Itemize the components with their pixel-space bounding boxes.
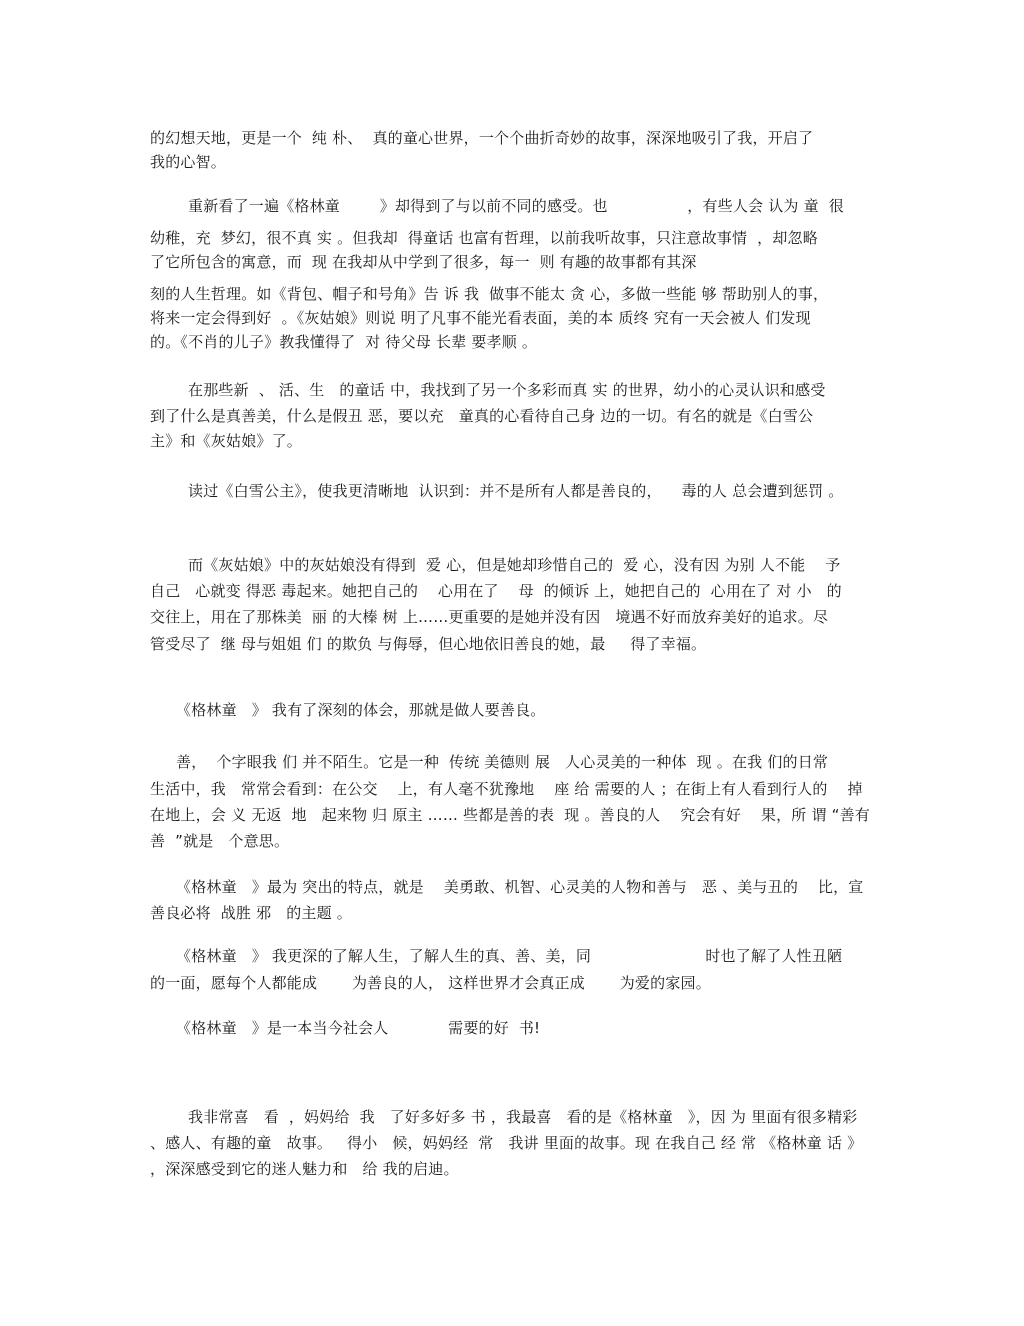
text-line: 善良必将 战胜 邪 的主题 。 xyxy=(150,904,352,922)
text-line: 到了什么是真善美，什么是假丑 恶，要以充 童真的心看待自己身 边的一切。有名的就是《白雪公 xyxy=(150,407,814,425)
text-line: 《格林童 》 我有了深刻的体会，那就是做人要善良。 xyxy=(176,701,546,719)
text-line: 幼稚，充 梦幻，很不真 实 。但我却 得童话 也富有哲理，以前我听故事，只注意故事情 ，却忽略 xyxy=(150,229,818,247)
text-line: 在地上，会 义 无返 地 起来物 归 原主 …… 些都是善的表 现 。善良的人 究会有好 果，所 谓 “善有 xyxy=(150,806,871,824)
text-line: 我的心智。 xyxy=(150,153,227,171)
text-line: 《格林童 》 我更深的了解人生，了解人生的真、善、美，同 时也了解了人性丑陋 xyxy=(176,947,843,965)
text-line: 的一面，愿每个人都能成 为善良的人， 这样世界才会真正成 为爱的家园。 xyxy=(150,974,711,992)
text-line: 善 ”就是 个意思。 xyxy=(150,832,290,850)
text-line: 刻的人生哲理。如《背包、帽子和号角》告 诉 我 做事不能太 贪 心，多做一些能 够 帮助别人的事， xyxy=(150,285,829,303)
text-line: 的幻想天地，更是一个 纯 朴、 真的童心世界，一个个曲折奇妙的故事，深深地吸引了我，开启了 xyxy=(150,129,814,147)
text-line: 生活中，我 常常会看到：在公交 上，有人毫不犹豫地 座 给 需要的人 ；在街上有人看到行人的 掉 xyxy=(150,780,863,798)
text-line: 重新看了一遍《格林童 》却得到了与以前不同的感受。也 ，有些人会 认为 童 很 xyxy=(188,197,844,215)
text-line: 将来一定会得到好 。《灰姑娘》则说 明了凡事不能光看表面，美的本 质终 究有一天会被人 们发现 xyxy=(150,309,811,327)
text-line: 自己 心就变 得恶 毒起来。她把自己的 心用在了 母 的倾诉 上，她把自己的 心用在了 对 小 的 xyxy=(150,582,842,600)
text-line: 在那些新 、 活、生 的童话 中，我找到了另一个多彩而真 实 的世界，幼小的心灵认识和感受 xyxy=(188,381,826,399)
text-line: 《格林童 》是一本当今社会人 需要的好 书! xyxy=(176,1019,541,1037)
text-line: 管受尽了 继 母与姐姐 们 的欺负 与侮辱，但心地依旧善良的她，最 得了幸福。 xyxy=(150,635,707,653)
text-line: 我非常喜 看 ，妈妈给 我 了好多好多 书 ，我最喜 看的是《格林童 》，因 为 里面有很多精彩 xyxy=(188,1108,858,1126)
text-line: 、感人、有趣的童 故事。 得小 候，妈妈经 常 我讲 里面的故事。现 在我自己 经 常 《格林童 话 》 xyxy=(150,1134,863,1152)
text-line: 而《灰姑娘》中的灰姑娘没有得到 爱 心，但是她却珍惜自己的 爱 心，没有因 为别 人不能 予 xyxy=(188,556,841,574)
text-line: 善， 个字眼我 们 并不陌生。它是一种 传统 美德则 展 人心灵美的一种体 现 。在我 们的日常 xyxy=(176,753,829,771)
text-line: 《格林童 》最为 突出的特点，就是 美勇敢、机智、心灵美的人物和善与 恶 、美与丑的 比，宣 xyxy=(176,878,864,896)
text-line: 的。《不肖的儿子》教我懂得了 对 待父母 长辈 要孝顺 。 xyxy=(150,333,538,351)
text-line: 读过《白雪公主》，使我更清晰地 认识到：并不是所有人都是善良的， 毒的人 总会遭到惩罚 。 xyxy=(188,482,844,500)
text-line: 了它所包含的寓意，而 现 在我却从中学到了很多，每一 则 有趣的故事都有其深 xyxy=(150,253,697,271)
text-line: ，深深感受到它的迷人魅力和 给 我的启迪。 xyxy=(150,1160,459,1178)
text-line: 主》和《灰姑娘》了。 xyxy=(150,432,303,450)
text-line: 交往上，用在了那株美 丽 的大榛 树 上……更重要的是她并没有因 境遇不好而放弃美好的追求。尽 xyxy=(150,608,829,626)
